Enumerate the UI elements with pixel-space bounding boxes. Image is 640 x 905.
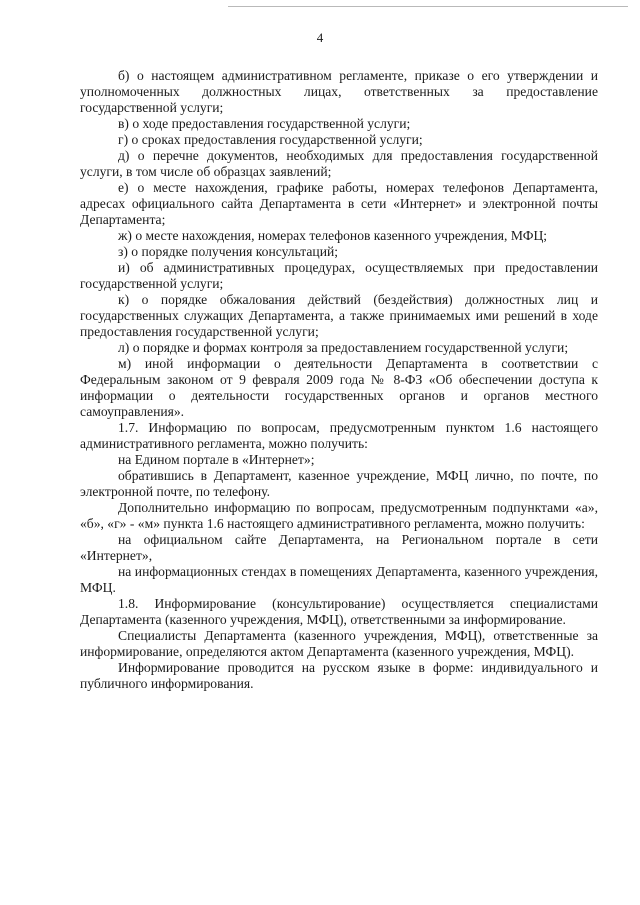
paragraph-1-8: 1.8. Информирование (консультирование) осуществляется специалистами Департамента (казенного учреждения, МФЦ), ответственными за информирование. (80, 596, 598, 627)
paragraph-m: м) иной информации о деятельности Департамента в соответствии с Федеральным законом от 9 февраля 2009 года № 8-ФЗ «Об обеспечении доступа к информации о деятельности государственных органов и органов местного самоуправления». (80, 356, 598, 419)
paragraph-v: в) о ходе предоставления государственной услуги; (118, 116, 411, 131)
paragraph-1-7: 1.7. Информацию по вопросам, предусмотренным пунктом 1.6 настоящего административного регламента, можно получить: (80, 420, 598, 451)
paragraph-e: е) о месте нахождения, графике работы, номерах телефонов Департамента, адресах официального сайта Департамента в сети «Интернет» и электронной почты Департамента; (80, 180, 598, 227)
paragraph-k: к) о порядке обжалования действий (бездействия) должностных лиц и государственных служащих Департамента, а также принимаемых ими решений в ходе предоставления государственной услуги; (80, 292, 598, 339)
paragraph-l: л) о порядке и формах контроля за предоставлением государственной услуги; (118, 340, 569, 355)
paragraph-official-site: на официальном сайте Департамента, на Региональном портале в сети «Интернет», (80, 532, 598, 563)
page-number: 4 (316, 30, 324, 45)
paragraph-info-stands: на информационных стендах в помещениях Департамента, казенного учреждения, МФЦ. (80, 564, 598, 595)
paragraph-contact-methods: обратившись в Департамент, казенное учреждение, МФЦ лично, по почте, по электронной почте, по телефону. (80, 468, 598, 499)
paragraph-d: д) о перечне документов, необходимых для предоставления государственной услуги, в том числе об образцах заявлений; (80, 148, 598, 179)
paragraph-b: б) о настоящем административном регламенте, приказе о его утверждении и уполномоченных должностных лицах, ответственных за предоставление государственной услуги; (80, 68, 598, 115)
scan-top-line (228, 6, 628, 7)
paragraph-additional-info: Дополнительно информацию по вопросам, предусмотренным подпунктами «а», «б», «г» - «м» пункта 1.6 настоящего административного регламента, можно получить: (80, 500, 598, 531)
paragraph-specialists: Специалисты Департамента (казенного учреждения, МФЦ), ответственные за информирование, определяются актом Департамента (казенного учреждения, МФЦ). (80, 628, 598, 659)
paragraph-i: и) об административных процедурах, осуществляемых при предоставлении государственной услуги; (80, 260, 598, 291)
paragraph-g: г) о сроках предоставления государственной услуги; (118, 132, 423, 147)
paragraph-language: Информирование проводится на русском языке в форме: индивидуального и публичного информирования. (80, 660, 598, 691)
paragraph-z: з) о порядке получения консультаций; (118, 244, 339, 259)
paragraph-unified-portal: на Едином портале в «Интернет»; (118, 452, 315, 467)
document-body (80, 68, 598, 692)
paragraph-zh: ж) о месте нахождения, номерах телефонов казенного учреждения, МФЦ; (118, 228, 548, 243)
